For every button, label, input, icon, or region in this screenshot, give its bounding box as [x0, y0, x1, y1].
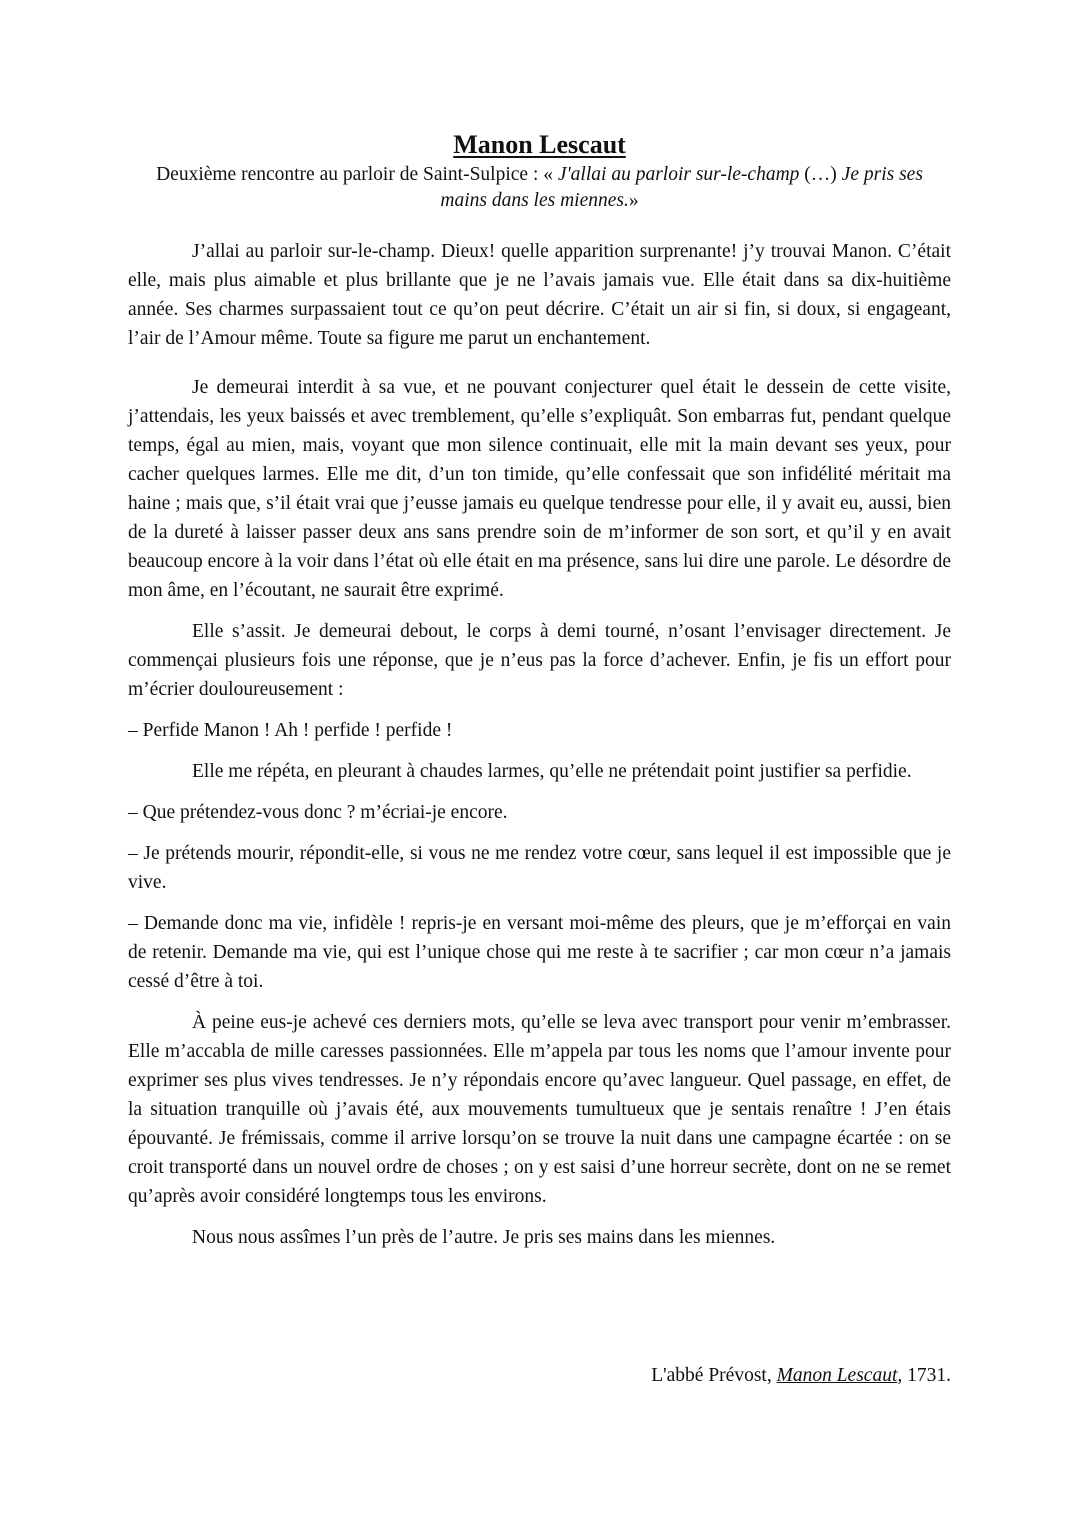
excerpt-body: [128, 237, 951, 1252]
document-page: [128, 128, 951, 1264]
paragraph-2: Je demeurai interdit à sa vue, et ne pouvant conjecturer quel était le dessein de cette visite, j’attendais, les yeux baissés et avec tremblement, qu’elle s’expliquât. Son embarras fut, pendant quelque temps, égal au mien, mais, voyant que mon silence continuait, elle mit la main devant ses yeux, pour cacher quelques larmes. Elle me dit, d’un ton timide, qu’elle confessait que son infidélité méritait ma haine ; mais que, s’il était vrai que j’eusse jamais eu quelque tendresse pour elle, il y avait eu, aussi, bien de la dureté à laisser passer deux ans sans prendre soin de m’informer de son sort, et qu’il y en avait beaucoup encore à la voir dans l’état où elle était en ma présence, sans lui dire une parole. Le désordre de mon âme, en l’écoutant, ne saurait être exprimé.: [128, 377, 951, 601]
subtitle-ellipsis: (…): [799, 164, 842, 185]
dialogue-line-1: – Perfide Manon ! Ah ! perfide ! perfide !: [128, 720, 453, 741]
source-citation: [651, 1362, 951, 1390]
paragraph-5: À peine eus-je achevé ces derniers mots, qu’elle se leva avec transport pour venir m’embrasser. Elle m’accabla de mille caresses passionnées. Elle m’appela par tous les noms que l’amour invente pour exprimer ses plus vives tendresses. Je n’y répondais encore qu’avec langueur. Quel passage, en effet, de la situation tranquille où j’avais été, aux mouvements tumultueux que je sentais renaître ! J’en étais épouvanté. Je frémissais, comme il arrive lorsqu’on se trouve la nuit dans une campagne écartée : on se croit transporté dans un nouvel ordre de choses ; on y est saisi d’une horreur secrète, dont on ne se remet qu’après avoir considéré longtemps tous les environs.: [128, 1012, 951, 1207]
document-subtitle: [148, 162, 931, 214]
paragraph-3: Elle s’assit. Je demeurai debout, le corps à demi tourné, n’osant l’envisager directement. Je commençai plusieurs fois une réponse, que je n’eus pas la force d’achever. Enfin, je fis un effort pour m’écrier douloureusement :: [128, 621, 951, 700]
dialogue-line-3: – Je prétends mourir, répondit-elle, si vous ne me rendez votre cœur, sans lequel il est impossible que je vive.: [128, 843, 951, 893]
dialogue-line-4: – Demande donc ma vie, infidèle ! repris-je en versant moi-même des pleurs, que je m’efforçai en vain de retenir. Demande ma vie, qui est l’unique chose qui me reste à te sacrifier ; car mon cœur n’a jamais cessé d’être à toi.: [128, 913, 951, 992]
citation-year: , 1731.: [897, 1365, 951, 1386]
dialogue-line-2: – Que prétendez-vous donc ? m’écriai-je encore.: [128, 802, 508, 823]
subtitle-suffix: »: [628, 190, 639, 211]
subtitle-quote-start: J'allai au parloir sur-le-champ: [557, 164, 800, 185]
citation-work-title: Manon Lescaut: [776, 1365, 898, 1386]
paragraph-1: J’allai au parloir sur-le-champ. Dieux! quelle apparition surprenante! j’y trouvai Manon. C’était elle, mais plus aimable et plus brillante que je ne l’avais jamais vue. Elle était dans sa dix-huitième année. Ses charmes surpassaient tout ce qu’on peut décrire. C’était un air si fin, si doux, si engageant, l’air de l’Amour même. Toute sa figure me parut un enchantement.: [128, 241, 951, 349]
subtitle-quote-end: Je pris ses mains dans les miennes.: [440, 164, 923, 211]
paragraph-6: Nous nous assîmes l’un près de l’autre. Je pris ses mains dans les miennes.: [192, 1227, 776, 1248]
paragraph-4: Elle me répéta, en pleurant à chaudes larmes, qu’elle ne prétendait point justifier sa perfidie.: [192, 761, 912, 782]
subtitle-prefix: Deuxième rencontre au parloir de Saint-Sulpice : «: [156, 164, 558, 185]
citation-author: L'abbé Prévost,: [651, 1365, 777, 1386]
document-title: Manon Lescaut: [453, 130, 626, 159]
